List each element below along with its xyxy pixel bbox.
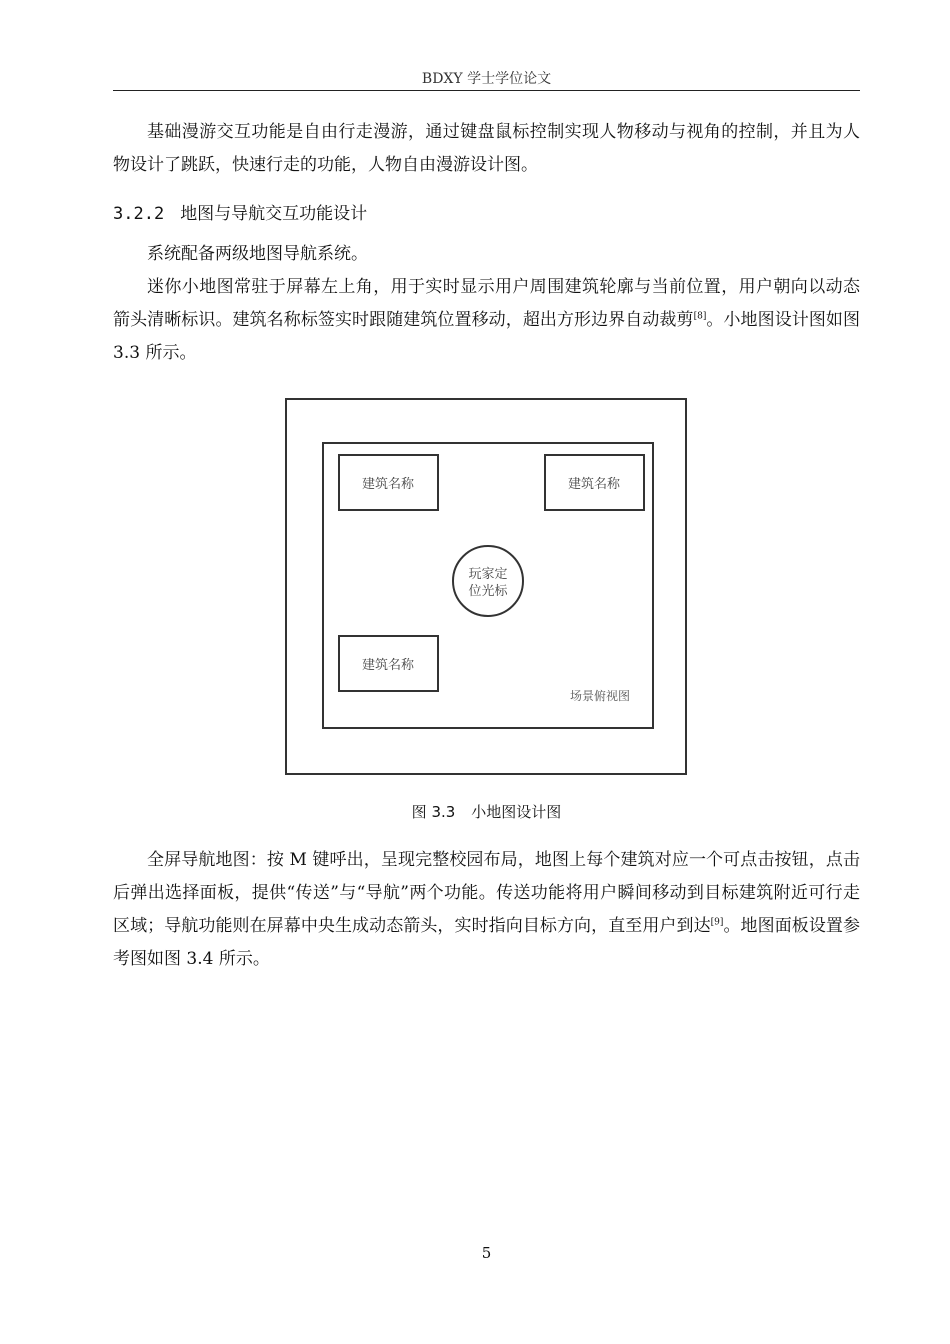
figure-caption-text: 小地图设计图 — [471, 803, 562, 821]
figure-caption — [113, 797, 860, 827]
building-label-bottom-left: 建筑名称 — [361, 658, 415, 673]
running-header: BDXY 学士学位论文 — [113, 68, 860, 91]
page-number: 5 — [481, 1244, 492, 1262]
section-heading — [113, 198, 860, 231]
section-title: 地图与导航交互功能设计 — [180, 204, 368, 224]
paragraph-fullscreen-map — [113, 844, 860, 976]
player-cursor-label-line1: 玩家定 — [468, 567, 508, 582]
paragraph-navigation-intro: 系统配备两级地图导航系统。 — [147, 244, 368, 264]
section-number: 3.2.2 — [113, 204, 165, 224]
paragraph-minimap — [113, 271, 860, 370]
minimap-text-tail: 。小地图设计图如图 3.3 所示。 — [113, 310, 861, 363]
citation-8[interactable]: [8] — [693, 311, 707, 322]
fullscreen-map-text: 全屏导航地图：按 M 键呼出，呈现完整校园布局，地图上每个建筑对应一个可点击按钮，点击后弹出选择面板，提供“传送”与“导航”两个功能。传送功能将用户瞬间移动到目标建筑附近可行走区域；导航功能则在屏幕中央生成动态箭头，实时指向目标方向，直至用户到达 — [113, 850, 860, 936]
fullscreen-map-text-tail: 。地图面板设置参考图如图 3.4 所示。 — [113, 916, 861, 969]
building-label-top-right: 建筑名称 — [567, 477, 621, 492]
building-label-top-left: 建筑名称 — [361, 477, 415, 492]
figure-number: 图 3.3 — [411, 803, 456, 821]
minimap-design-figure — [285, 398, 687, 775]
citation-9[interactable]: [9] — [710, 917, 724, 928]
paragraph-free-roam: 基础漫游交互功能是自由行走漫游，通过键盘鼠标控制实现人物移动与视角的控制，并且为人物设计了跳跃，快速行走的功能，人物自由漫游设计图。 — [113, 122, 860, 175]
minimap-text: 迷你小地图常驻于屏幕左上角，用于实时显示用户周围建筑轮廓与当前位置，用户朝向以动态箭头清晰标识。建筑名称标签实时跟随建筑位置移动，超出方形边界自动裁剪 — [113, 277, 860, 330]
player-cursor-label-line2: 位光标 — [468, 584, 508, 599]
scene-overview-label: 场景俯视图 — [569, 689, 630, 703]
